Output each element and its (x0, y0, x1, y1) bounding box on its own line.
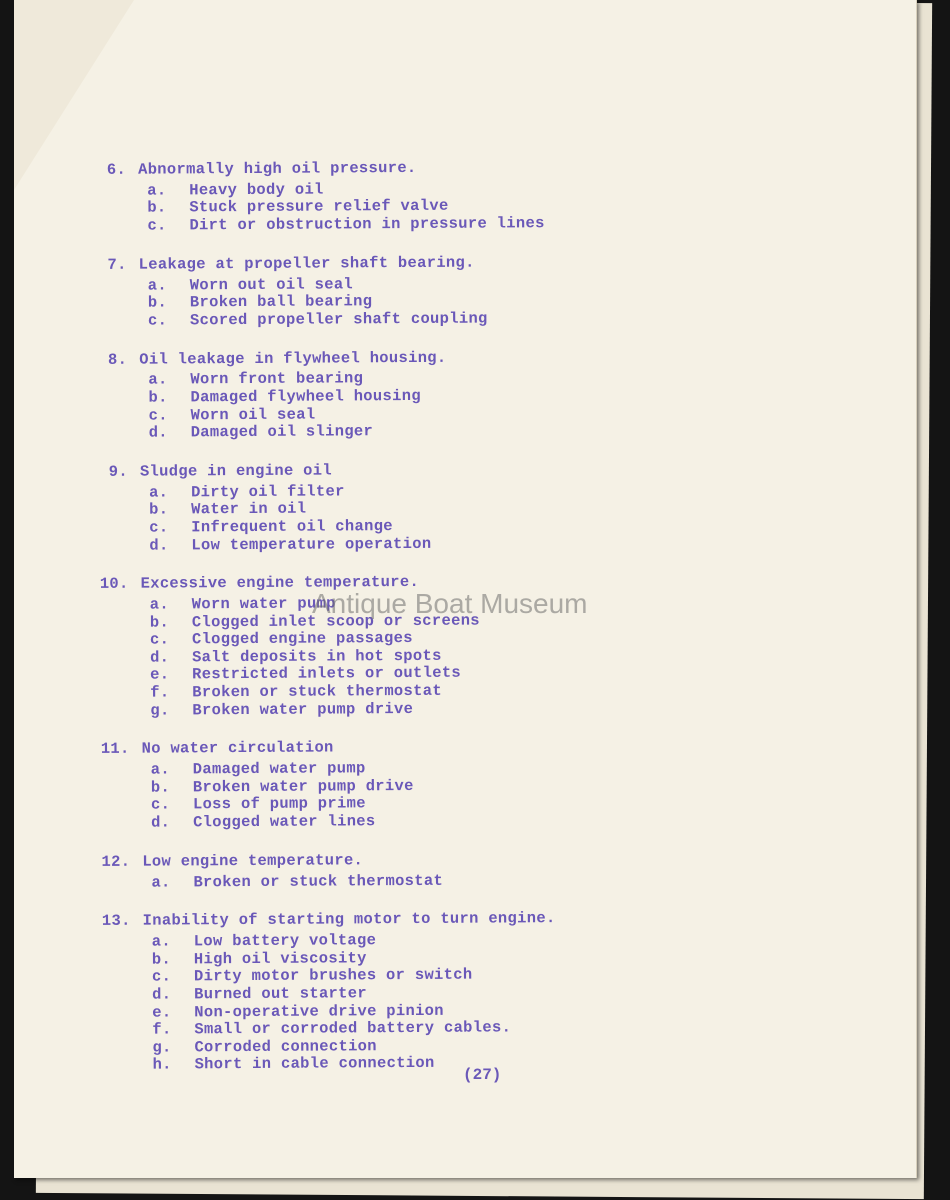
cause-text: Broken water pump drive (192, 699, 414, 719)
cause-letter: c. (149, 518, 169, 537)
section-number: 11. (100, 740, 130, 759)
section-9 (82, 456, 783, 555)
cause-letter: d. (148, 423, 168, 442)
section-number: 13. (101, 912, 131, 931)
cause-text: Small or corroded battery cables. (194, 1018, 512, 1039)
cause-text: Clogged engine passages (191, 629, 413, 649)
section-6 (80, 154, 780, 235)
cause-text: Broken or stuck thermostat (193, 871, 444, 891)
cause-text: Corroded connection (194, 1037, 377, 1057)
section-12 (84, 846, 784, 892)
cause-text: Clogged water lines (193, 812, 376, 832)
cause-item (149, 420, 782, 441)
cause-text: High oil viscosity (193, 949, 367, 969)
cause-text: Heavy body oil (189, 180, 324, 200)
cause-list (148, 367, 781, 441)
cause-letter: b. (150, 778, 171, 797)
cause-letter: h. (152, 1055, 172, 1074)
cause-text: Low battery voltage (193, 931, 377, 951)
cause-letter: d. (149, 648, 170, 667)
cause-list (151, 870, 784, 891)
cause-text: Broken ball bearing (189, 292, 373, 312)
cause-letter: b. (151, 950, 172, 969)
cause-item (148, 308, 781, 329)
section-number: 7. (107, 255, 127, 274)
cause-letter: a. (151, 932, 172, 951)
section-title: Oil leakage in flywheel housing. (139, 348, 447, 369)
cause-item (151, 870, 784, 891)
cause-item (147, 213, 780, 234)
cause-text: Infrequent oil change (191, 517, 393, 537)
cause-text: Worn front bearing (190, 369, 364, 389)
cause-letter: c. (147, 216, 167, 235)
cause-letter: b. (148, 388, 168, 407)
cause-letter: a. (148, 370, 168, 389)
cause-letter: c. (151, 967, 172, 986)
cause-text: Restricted inlets or outlets (192, 664, 462, 684)
cause-letter: a. (147, 181, 167, 200)
section-11 (84, 733, 785, 832)
cause-letter: e. (150, 665, 170, 685)
section-7 (81, 249, 781, 330)
section-title: Low engine temperature. (142, 851, 364, 871)
cause-letter: f. (150, 683, 170, 702)
section-title: Excessive engine temperature. (140, 573, 420, 593)
cause-text: Stuck pressure relief valve (189, 197, 449, 217)
cause-letter: c. (148, 406, 168, 425)
cause-list (147, 178, 780, 235)
cause-item (151, 810, 784, 831)
cause-list (148, 273, 781, 330)
cause-letter: b. (149, 500, 169, 519)
section-number: 8. (107, 350, 128, 369)
cause-item (149, 532, 782, 553)
cause-text: Damaged water pump (192, 759, 366, 779)
section-title: Sludge in engine oil (139, 461, 332, 481)
cause-text: Damaged flywheel housing (190, 386, 421, 407)
cause-letter: b. (149, 613, 170, 632)
cause-letter: a. (151, 873, 171, 892)
troubleshooting-list (80, 154, 786, 1092)
cause-text: Worn water pump (191, 594, 336, 614)
cause-list (151, 757, 784, 831)
cause-letter: a. (148, 483, 169, 502)
watermark: Antique Boat Museum (312, 588, 588, 619)
cause-text: Broken or stuck thermostat (192, 681, 442, 702)
section-title: Leakage at propeller shaft bearing. (138, 253, 475, 274)
cause-text: Non-operative drive pinion (194, 1001, 444, 1021)
cause-text: Short in cable connection (194, 1054, 435, 1074)
cause-letter: c. (150, 795, 171, 815)
cause-text: Dirty motor brushes or switch (193, 966, 473, 986)
cause-letter: b. (147, 293, 168, 312)
cause-letter: c. (147, 311, 168, 330)
cause-letter: b. (147, 198, 167, 217)
cause-text: Low temperature operation (191, 534, 432, 554)
cause-text: Clogged inlet scoop or screens (191, 611, 480, 632)
cause-text: Burned out starter (194, 984, 367, 1004)
cause-text: Damaged oil slinger (190, 422, 374, 442)
cause-letter: g. (152, 1038, 172, 1057)
cause-list (152, 929, 786, 1074)
cause-letter: a. (150, 760, 170, 779)
cause-text: Scored propeller shaft coupling (189, 309, 488, 330)
cause-text: Dirt or obstruction in pressure lines (189, 214, 545, 235)
cause-letter: d. (149, 535, 169, 555)
cause-letter: e. (152, 1003, 172, 1022)
section-title: Abnormally high oil pressure. (138, 158, 417, 179)
section-number: 12. (101, 852, 131, 871)
cause-text: Dirty oil filter (190, 482, 345, 502)
cause-letter: g. (150, 701, 170, 720)
cause-text: Water in oil (191, 499, 307, 519)
cause-letter: a. (149, 595, 169, 614)
cause-list (149, 480, 782, 554)
cause-letter: d. (152, 985, 172, 1004)
page-number: (27) (463, 1066, 502, 1084)
section-number: 9. (108, 462, 128, 481)
cause-text: Loss of pump prime (192, 794, 366, 814)
section-8 (81, 343, 782, 442)
cause-letter: c. (149, 630, 170, 649)
cause-text: Worn oil seal (190, 405, 316, 424)
section-13 (85, 905, 786, 1074)
cause-letter: a. (147, 276, 168, 295)
cause-item (150, 698, 783, 719)
section-title: Inability of starting motor to turn engine. (142, 909, 556, 931)
section-number: 10. (99, 575, 129, 594)
cause-text: Broken water pump drive (192, 776, 414, 797)
cause-letter: d. (151, 813, 171, 832)
cause-text: Salt deposits in hot spots (191, 646, 442, 667)
section-number: 6. (106, 160, 127, 179)
cause-text: Worn out oil seal (189, 274, 354, 294)
cause-letter: f. (152, 1020, 172, 1039)
section-title: No water circulation (141, 738, 334, 759)
